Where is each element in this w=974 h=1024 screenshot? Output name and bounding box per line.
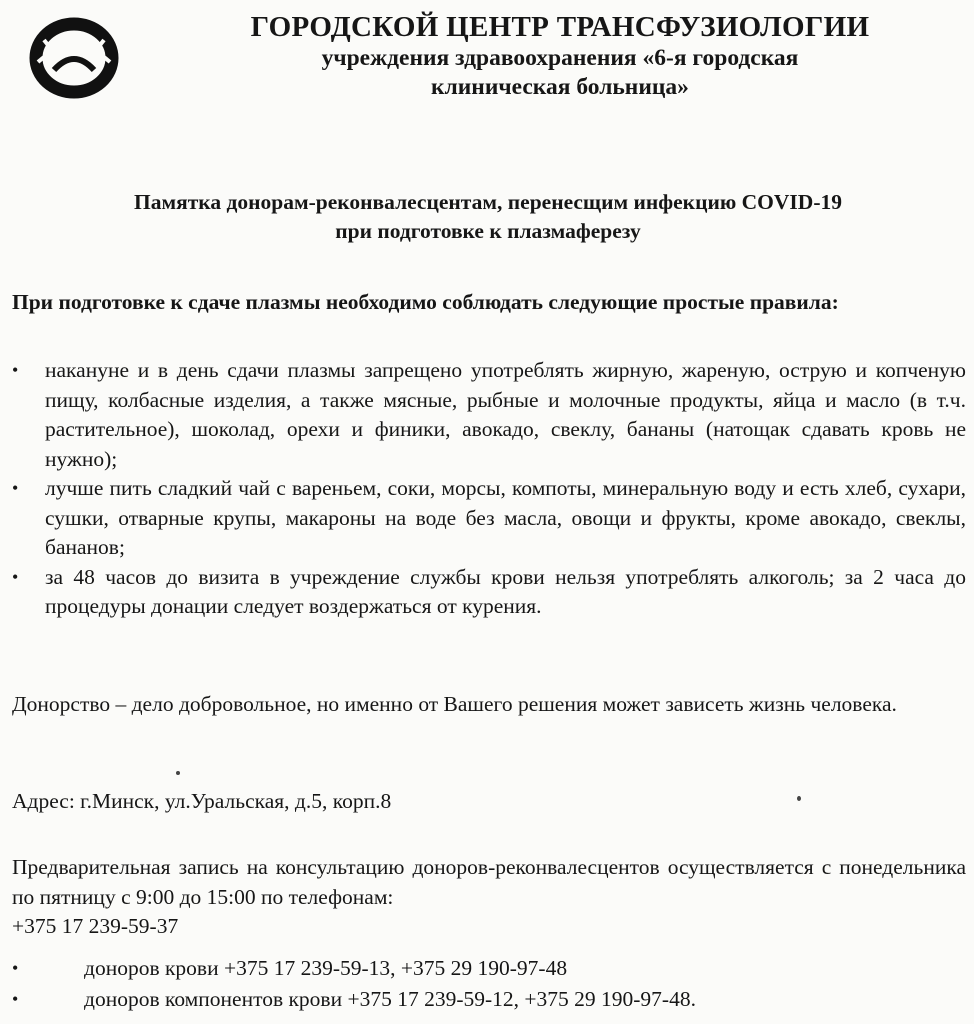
center-logo-icon xyxy=(24,10,124,106)
letterhead xyxy=(10,4,970,124)
memo-title-line1: Памятка донорам-реконвалесцентам, перенесщим инфекцию COVID-19 xyxy=(134,190,842,214)
scan-speck xyxy=(176,771,180,775)
donation-note: Донорство – дело добровольное, но именно от Вашего решения может зависеть жизнь человека. xyxy=(12,692,897,716)
rule-text: лучше пить сладкий чай с вареньем, соки, морсы, компоты, минеральную воду и есть хлеб, сухари, сушки, отварные крупы, макароны на воде без масла, овощи и фрукты, кроме авокадо, свеклы, бананов; xyxy=(45,476,966,559)
bullet-icon: • xyxy=(12,360,19,380)
phone-entry: доноров крови +375 17 239-59-13, +375 29 190-97-48 xyxy=(84,956,568,980)
phone-list xyxy=(12,953,966,1015)
memo-title xyxy=(10,188,966,246)
memo-title-line2: при подготовке к плазмаферезу xyxy=(335,219,641,243)
rule-text: накануне и в день сдачи плазмы запрещено употреблять жирную, жареную, острую и копченую пищу, колбасные изделия, а также мясные, рыбные и молочные продукты, яйца и масло (в т.ч. растительное), шоколад, орехи и финики, авокадо, свеклу, бананы (натощак сдавать кровь не нужно); xyxy=(45,358,966,471)
address: Адрес: г.Минск, ул.Уральская, д.5, корп.8 xyxy=(12,789,392,813)
list-item xyxy=(12,984,966,1015)
organization-subtitle-line2: клиническая больница» xyxy=(431,74,689,100)
organization-subtitle-line1: учреждения здравоохранения «6-я городская xyxy=(321,45,799,71)
bullet-icon: • xyxy=(12,958,19,978)
phone-entry: доноров компонентов крови +375 17 239-59-12, +375 29 190-97-48. xyxy=(84,987,696,1011)
list-item xyxy=(12,953,966,984)
rules-list xyxy=(12,356,966,622)
list-item xyxy=(12,563,966,622)
main-phone: +375 17 239-59-37 xyxy=(12,914,179,938)
appointment-text: Предварительная запись на консультацию доноров-реконвалесцентов осуществляется с понедельника по пятницу с 9:00 до 15:00 по телефонам: xyxy=(12,855,966,909)
rule-text: за 48 часов до визита в учреждение службы крови нельзя употреблять алкоголь; за 2 часа до процедуры донации следует воздержаться от курения. xyxy=(45,564,966,618)
rules-heading: При подготовке к сдаче плазмы необходимо соблюдать следующие простые правила: xyxy=(12,290,839,314)
organization-block xyxy=(210,10,910,102)
organization-name: ГОРОДСКОЙ ЦЕНТР ТРАНСФУЗИОЛОГИИ xyxy=(250,11,870,43)
list-item xyxy=(12,474,966,563)
bullet-icon: • xyxy=(12,478,19,498)
appointment-info xyxy=(12,853,966,942)
bullet-icon: • xyxy=(12,566,19,587)
list-item xyxy=(12,356,966,474)
bullet-icon: • xyxy=(12,989,19,1009)
scan-speck xyxy=(797,796,801,801)
